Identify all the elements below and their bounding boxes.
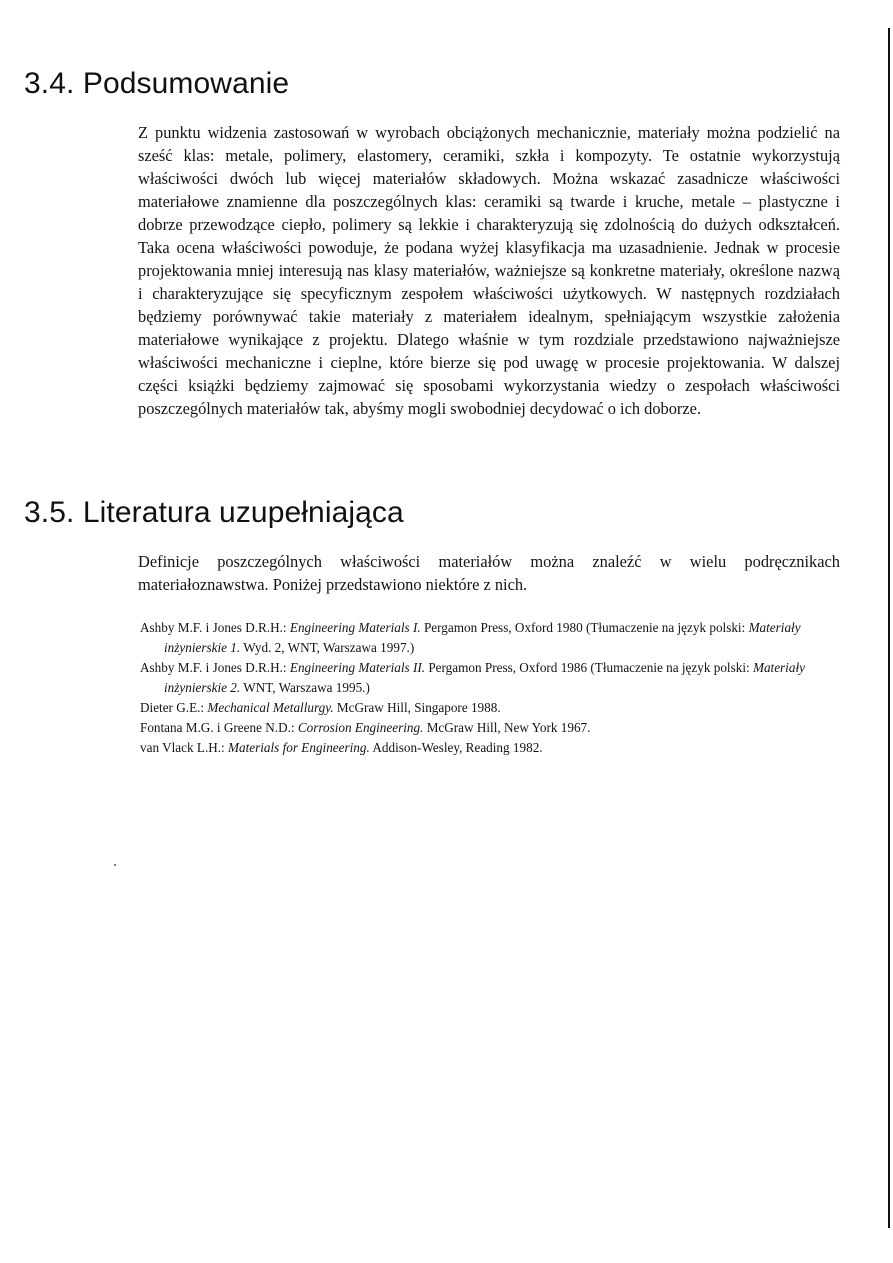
reference-item — [140, 738, 850, 758]
scan-speck — [114, 864, 116, 866]
ref-authors: Ashby M.F. i Jones D.R.H.: — [140, 660, 290, 675]
ref-title: Corrosion Engineering. — [297, 720, 424, 735]
ref-publisher: Addison-Wesley, Reading 1982. — [369, 740, 543, 755]
ref-publisher: McGraw Hill, Singapore 1988. — [333, 700, 501, 715]
reference-item — [140, 718, 850, 738]
ref-publisher: Pergamon Press, Oxford 1980 (Tłumaczenie na język polski: — [420, 620, 749, 635]
page-edge-line — [888, 28, 890, 1228]
reference-item — [140, 658, 850, 698]
ref-translation-info: Wyd. 2, WNT, Warszawa 1997.) — [240, 640, 415, 655]
ref-title: Engineering Materials I. — [289, 620, 421, 635]
ref-title: Mechanical Metallurgy. — [207, 700, 334, 715]
summary-paragraph: Z punktu widzenia zastosowań w wyrobach obciążonych mechanicznie, materiały można podzielić na sześć klas: metale, polimery, elastomery, ceramiki, szkła i kompozyty. Te ostatnie wykorzystują właściwości dwóch lub więcej materiałów składowych. Można wskazać zasadnicze właściwości materiałowe znamienne dla poszczególnych klas: ceramiki są twarde i kruche, metale – plastyczne i dobrze przewodzące ciepło, polimery są lekkie i charakteryzują się zdolnością do dużych odkształceń. Taka ocena właściwości powoduje, że podana wyżej klasyfikacja ma uzasadnienie. Jednak w procesie projektowania mniej interesują nas klasy materiałów, ważniejsze są konkretne materiały, określone nazwą i charakteryzujące się specyficznym zespołem właściwości użytkowych. W następnych rozdziałach będziemy porównywać takie materiały z materiałem idealnym, spełniającym wszystkie założenia materiałowe wynikające z projektu. Dlatego właśnie w tym rozdziale przedstawiono najważniejsze właściwości mechaniczne i cieplne, które bierze się pod uwagę w procesie projektowania. W dalszej części książki będziemy zajmować się sposobami wykorzystania wiedzy o zespołach właściwości poszczególnych materiałów tak, abyśmy mogli swobodniej decydować o ich doborze. — [138, 123, 840, 418]
ref-publisher: McGraw Hill, New York 1967. — [423, 720, 591, 735]
reference-list — [140, 618, 850, 758]
ref-authors: Dieter G.E.: — [140, 700, 208, 715]
reference-item — [140, 618, 850, 658]
reference-item — [140, 698, 850, 718]
section-heading-literatura: 3.5. Literatura uzupełniająca — [24, 496, 404, 529]
ref-authors: Ashby M.F. i Jones D.R.H.: — [140, 620, 290, 635]
ref-translation-info: WNT, Warszawa 1995.) — [240, 680, 370, 695]
literature-intro-paragraph: Definicje poszczególnych właściwości materiałów można znaleźć w wielu podręcznikach materiałoznawstwa. Poniżej przedstawiono niektóre z nich. — [138, 552, 840, 594]
ref-authors: Fontana M.G. i Greene N.D.: — [140, 720, 298, 735]
ref-title: Materials for Engineering. — [228, 740, 370, 755]
ref-translation-title: Materiały inżynierskie 2. — [164, 660, 805, 695]
ref-authors: van Vlack L.H.: — [140, 740, 229, 755]
ref-publisher: Pergamon Press, Oxford 1986 (Tłumaczenie na język polski: — [425, 660, 753, 675]
section-heading-podsumowanie: 3.4. Podsumowanie — [24, 67, 290, 100]
ref-translation-title: Materiały inżynierskie 1. — [164, 620, 801, 655]
ref-title: Engineering Materials II. — [289, 660, 426, 675]
